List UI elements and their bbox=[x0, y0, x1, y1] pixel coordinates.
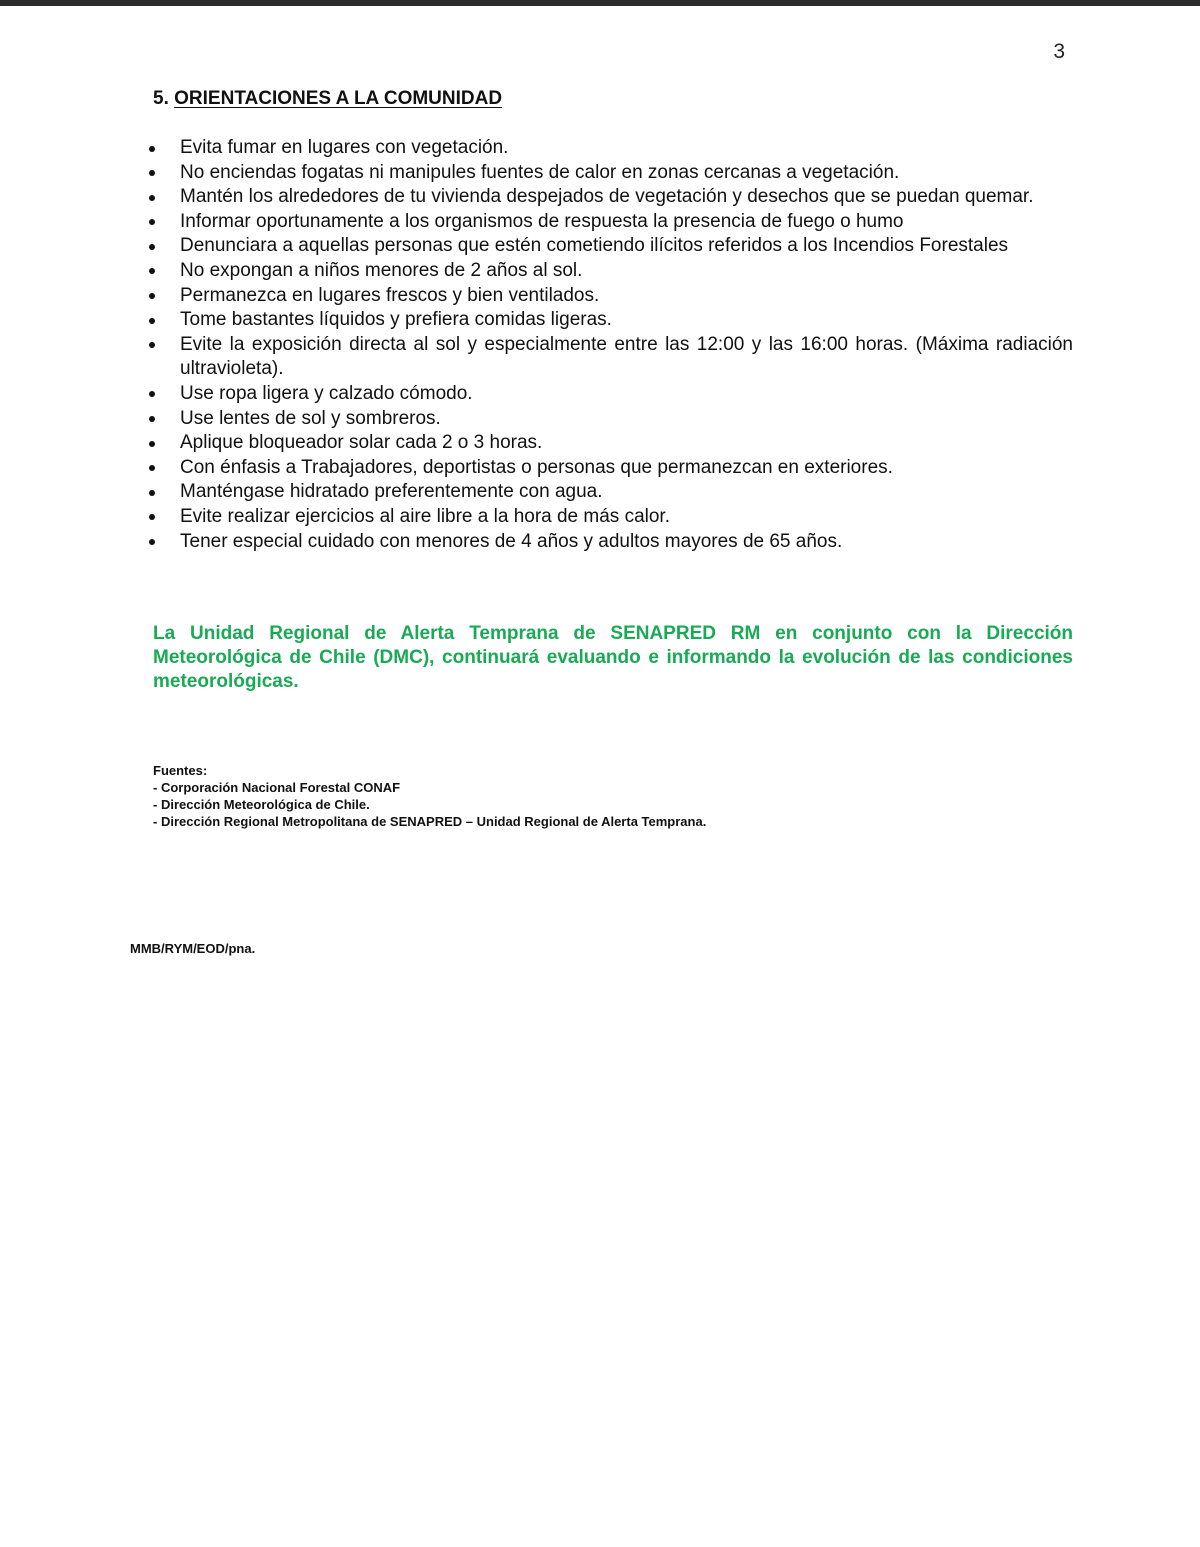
source-item: - Corporación Nacional Forestal CONAF bbox=[153, 780, 401, 795]
list-item: Con énfasis a Trabajadores, deportistas o personas que permanezcan en exteriores. bbox=[180, 456, 1073, 481]
sources-heading: Fuentes: bbox=[153, 763, 208, 778]
list-item: Evite la exposición directa al sol y especialmente entre las 12:00 y las 16:00 horas. (Máxima radiación ultravioleta). bbox=[180, 333, 1073, 382]
list-item: Manténgase hidratado preferentemente con agua. bbox=[180, 480, 1073, 505]
list-item: Use lentes de sol y sombreros. bbox=[180, 407, 1073, 432]
list-item: No expongan a niños menores de 2 años al sol. bbox=[180, 259, 1073, 284]
closing-note: La Unidad Regional de Alerta Temprana de SENAPRED RM en conjunto con la Dirección Meteorológica de Chile (DMC), continuará evaluando e informando la evolución de las condiciones meteorológicas. bbox=[153, 623, 1073, 692]
section-heading bbox=[153, 88, 502, 110]
sources-block bbox=[153, 762, 706, 830]
author-initials: MMB/RYM/EOD/pna. bbox=[130, 941, 256, 956]
source-item: - Dirección Regional Metropolitana de SENAPRED – Unidad Regional de Alerta Temprana. bbox=[153, 814, 707, 829]
list-item: Mantén los alrededores de tu vivienda despejados de vegetación y desechos que se puedan quemar. bbox=[180, 185, 1073, 210]
list-item: Permanezca en lugares frescos y bien ventilados. bbox=[180, 284, 1073, 309]
top-border bbox=[0, 0, 1200, 6]
guidance-list bbox=[180, 136, 1073, 554]
source-item: - Dirección Meteorológica de Chile. bbox=[153, 797, 370, 812]
list-item: Denunciara a aquellas personas que estén cometiendo ilícitos referidos a los Incendios Forestales bbox=[180, 234, 1073, 259]
list-item: Informar oportunamente a los organismos de respuesta la presencia de fuego o humo bbox=[180, 210, 1073, 235]
list-item: Tener especial cuidado con menores de 4 años y adultos mayores de 65 años. bbox=[180, 530, 1073, 555]
list-item: Use ropa ligera y calzado cómodo. bbox=[180, 382, 1073, 407]
page-number: 3 bbox=[1053, 40, 1065, 63]
list-item: Evita fumar en lugares con vegetación. bbox=[180, 136, 1073, 161]
list-item: Evite realizar ejercicios al aire libre a la hora de más calor. bbox=[180, 505, 1073, 530]
section-number: 5. bbox=[153, 88, 169, 109]
list-item: No enciendas fogatas ni manipules fuentes de calor en zonas cercanas a vegetación. bbox=[180, 161, 1073, 186]
section-title: ORIENTACIONES A LA COMUNIDAD bbox=[174, 88, 503, 109]
list-item: Tome bastantes líquidos y prefiera comidas ligeras. bbox=[180, 308, 1073, 333]
list-item: Aplique bloqueador solar cada 2 o 3 horas. bbox=[180, 431, 1073, 456]
